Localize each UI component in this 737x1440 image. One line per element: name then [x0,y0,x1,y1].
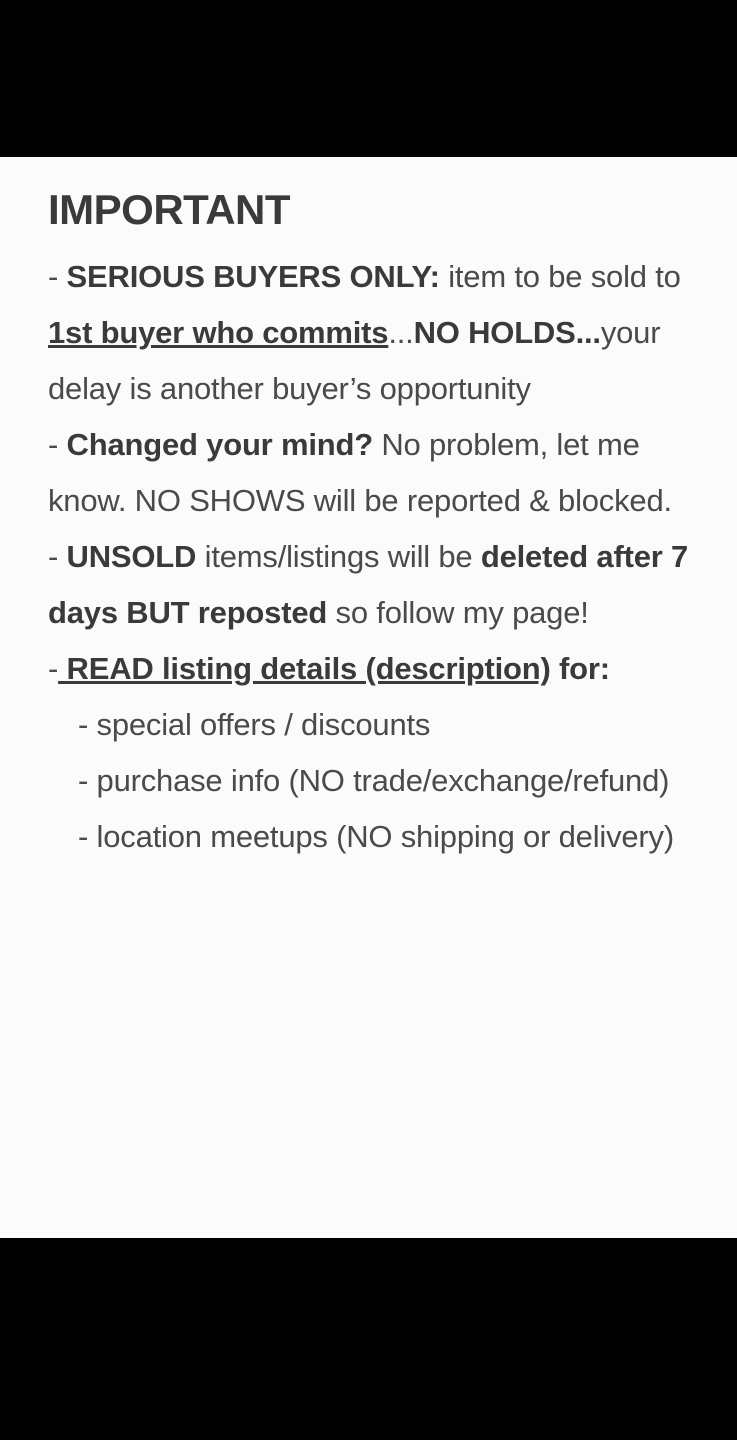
sub-bullet-2-text: - purchase info (NO trade/exchange/refund) [78,763,670,799]
sub-bullet-1-text: - special offers / discounts [78,707,431,743]
page-title: IMPORTANT [48,186,291,233]
rule-changed-your-mind [48,417,689,529]
rule-3-bold: Changed your mind? [66,427,373,463]
rule-unsold-items [48,529,689,641]
rule-1-bold: SERIOUS BUYERS ONLY: [66,259,440,295]
notice-body [48,249,689,865]
rule-1-ellipsis: ... [388,315,414,351]
sub-bullet-special-offers [48,697,689,753]
rule-1-rest: item to be sold to [439,259,681,295]
rule-5-rest: for: [550,651,610,687]
rule-2-bold: NO HOLDS... [413,315,601,351]
rule-4-rest: so follow my page! [327,595,589,631]
sub-bullet-purchase-info [48,753,689,809]
rule-2-rest: your delay is another buyer’s opportunity [48,315,661,407]
rule-4-bold: UNSOLD [66,539,197,575]
rule-1-dash: - [48,259,67,295]
rule-4-dash: - [48,539,67,575]
sub-bullet-3-text: - location meetups (NO shipping or delivery) [78,819,674,855]
rule-read-listing-details [48,641,689,697]
bottom-letterbox-bar [0,1238,737,1440]
rule-3-dash: - [48,427,67,463]
rule-serious-buyers [48,249,689,417]
rule-3-rest: No problem, let me know. NO SHOWS will be reported & blocked. [48,427,672,519]
top-letterbox-bar [0,0,737,157]
rule-5-dash: - [48,651,59,687]
rule-5-bold-underline: READ listing details (description) [58,651,551,687]
listing-notice-card [0,157,737,1238]
rule-4-mid: items/listings will be [196,539,481,575]
sub-bullet-location-meetups [48,809,689,865]
rule-1-bold-underline: 1st buyer who commits [48,315,389,351]
rule-4-bold2: deleted after 7 days BUT reposted [48,539,689,631]
